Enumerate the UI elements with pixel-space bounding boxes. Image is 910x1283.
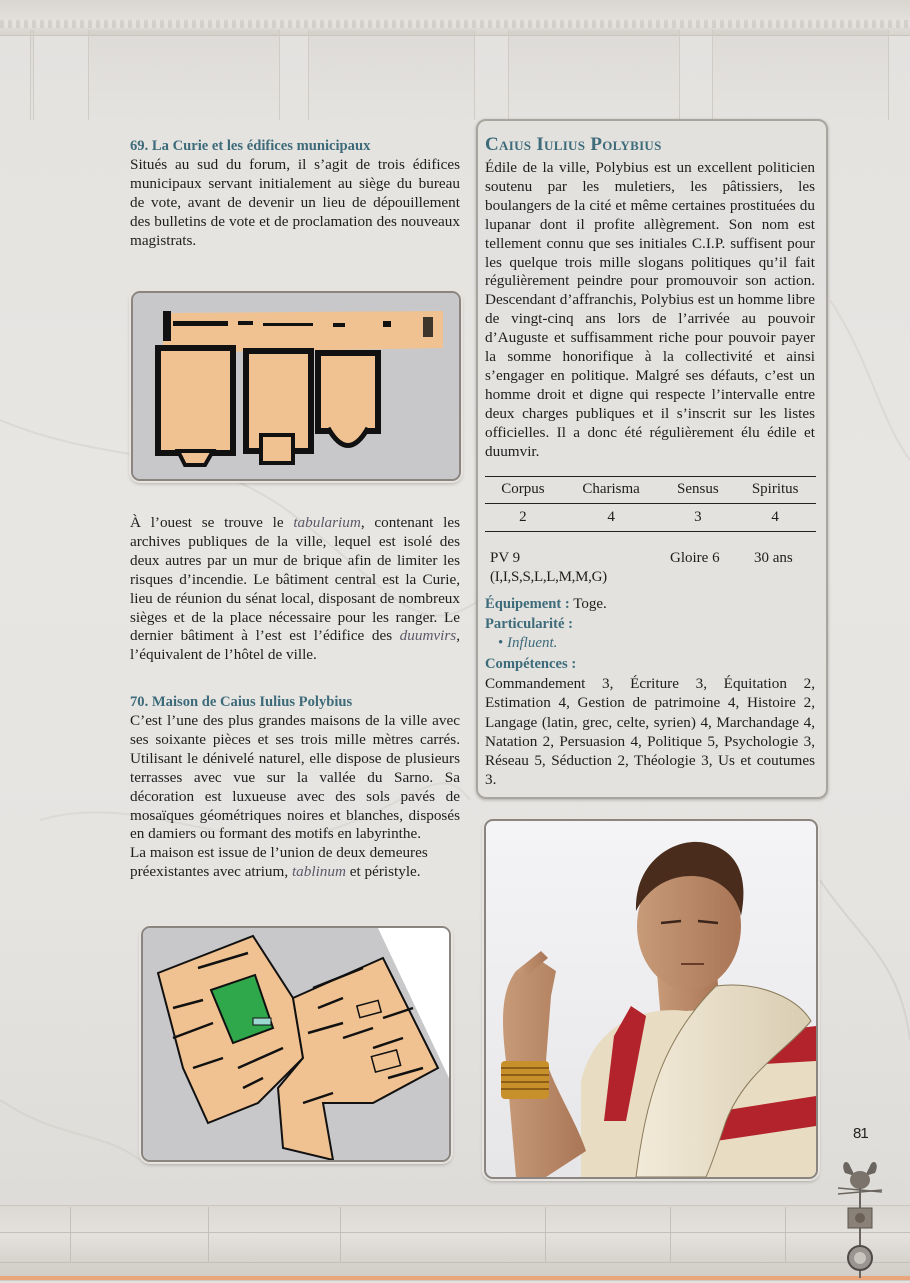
section-69-continued: À l’ouest se trouve le tabularium, contenant les archives publiques de la ville, lequel est isolé des deux autres par un mur de brique afin de limiter les risques d’incendie. Le bâtiment central est la Curie, lieu de réunion du sénat local, disposant de nombreux sièges et de la place nécessaire pour les ranger. Le dernier bâtiment à l’est est l’édifice des duumvirs, l’équivalent de l’hôtel de ville. bbox=[130, 514, 460, 664]
section-heading: 70. Maison de Caius Iulius Polybius bbox=[130, 694, 353, 710]
attribute-header: Corpus bbox=[485, 477, 561, 504]
section-body: Situés au sud du forum, il s’agit de trois édifices municipaux servant initialement au siège du bureau de vote, avant de devenir un lieu de dépouillement des bulletins de vote et de proclamation des nouveaux magistrats. bbox=[130, 156, 460, 249]
attribute-value: 4 bbox=[561, 504, 662, 532]
italic-term: tablinum bbox=[291, 863, 346, 881]
bullet-icon: • bbox=[498, 635, 508, 651]
attribute-header: Spiritus bbox=[734, 477, 816, 504]
floor-plan-image bbox=[133, 293, 459, 479]
npc-portrait bbox=[484, 819, 818, 1179]
pv-value: PV 9 bbox=[490, 550, 521, 566]
italic-term: tabularium bbox=[293, 514, 361, 531]
attribute-value: 2 bbox=[485, 504, 561, 532]
wall-panel bbox=[30, 30, 34, 120]
wound-levels: (I,I,S,S,L,L,M,M,G) bbox=[490, 569, 607, 585]
attribute-header: Charisma bbox=[561, 477, 662, 504]
base-wall bbox=[0, 1205, 910, 1281]
attribute-header: Sensus bbox=[661, 477, 734, 504]
section-body: C’est l’une des plus grandes maisons de la ville avec ses soixante pièces et ses trois mille mètres carrés. Utilisant le dénivelé naturel, elle dispose de plusieurs terrasses avec vue sur la vallée du Sarno. Sa décoration est luxueuse avec des sols pavés de mosaïques géométriques noires et blanches, disposés en damiers ou formant des motifs en labyrinthe. bbox=[130, 712, 460, 843]
floor-plan-image bbox=[143, 928, 449, 1160]
attributes-value-row bbox=[485, 504, 816, 532]
particularite-label: Particularité : bbox=[485, 616, 573, 632]
attributes-header-row bbox=[485, 477, 816, 504]
section-70: 70. Maison de Caius Iulius Polybius C’est l’une des plus grandes maisons de la ville avec ses soixante pièces et ses trois mille mètres carrés. Utilisant le dénivelé naturel, elle dispose de plusieurs terrasses avec vue sur la vallée du Sarno. Sa décoration est luxueuse avec des sols pavés de mosaïques géométriques noires et blanches, disposés en damiers ou formant des motifs en labyrinthe. La maison est issue de l’union de deux demeures préexistantes avec atrium, tablinum et péristyle. bbox=[130, 694, 460, 881]
equipement-line bbox=[485, 595, 607, 614]
npc-description: Édile de la ville, Polybius est un excellent politicien soutenu par les muletiers, les pâtissiers, les boulangers de la cité et même certaines prostituées du lupanar dont il profite allègrement. Son nom est tellement connu que ses initiales C.I.P. suffisent pour les quelque trois mille slogans politiques qu’il fait régulièrement peindre pour promouvoir son action. Descendant d’affranchis, Polybius est un homme libre de vingt-cinq ans lors de l’arrivée au pouvoir d’Auguste et suffisamment riche pour pouvoir payer la somme honorifique à la collectivité et ainsi s’engager en politique. Malgré ses défauts, c’est un homme droit et digne qui respecte l’intervalle entre deux charges publiques et il s’inscrit sur les listes officielles. Il a donc été régulièrement élu édile et duumvir. bbox=[485, 159, 815, 460]
age-value: 30 ans bbox=[754, 550, 793, 566]
npc-name: Caius Iulius Polybius bbox=[485, 134, 662, 155]
roman-standard-emblem bbox=[835, 1158, 885, 1278]
wall-panel bbox=[508, 30, 680, 120]
wall-panel bbox=[308, 30, 475, 120]
section-heading: 69. La Curie et les édifices municipaux bbox=[130, 138, 371, 154]
competences-label: Compétences : bbox=[485, 656, 577, 672]
bottom-border bbox=[0, 1276, 910, 1280]
wall-panel bbox=[712, 30, 889, 120]
page-number: 81 bbox=[853, 1125, 868, 1142]
section-69 bbox=[130, 137, 460, 251]
attribute-value: 3 bbox=[661, 504, 734, 532]
curie-floor-plan bbox=[131, 291, 461, 481]
polybius-house-floor-plan bbox=[141, 926, 451, 1162]
competences-list: Commandement 3, Écriture 3, Équitation 2, Estimation 4, Gestion de patrimoine 4, Histoire 2, Langage (latin, grec, celte, syrien) 4, Marchandage 4, Natation 2, Persuasion 4, Politique 5, Psychologie 3, Réseau 5, Séduction 2, Théologie 3, Us et coutumes 3. bbox=[485, 675, 815, 789]
wall-panel bbox=[88, 30, 280, 120]
gloire-value: Gloire 6 bbox=[670, 550, 720, 566]
portrait-illustration bbox=[486, 821, 816, 1177]
attribute-value: 4 bbox=[734, 504, 816, 532]
aquila-icon bbox=[835, 1158, 885, 1278]
equipement-label: Équipement : bbox=[485, 596, 570, 612]
italic-term: duumvirs bbox=[399, 627, 457, 645]
attributes-table bbox=[485, 476, 816, 532]
particularite-item: • Influent. bbox=[498, 635, 558, 651]
equipement-value: Toge. bbox=[569, 596, 607, 612]
